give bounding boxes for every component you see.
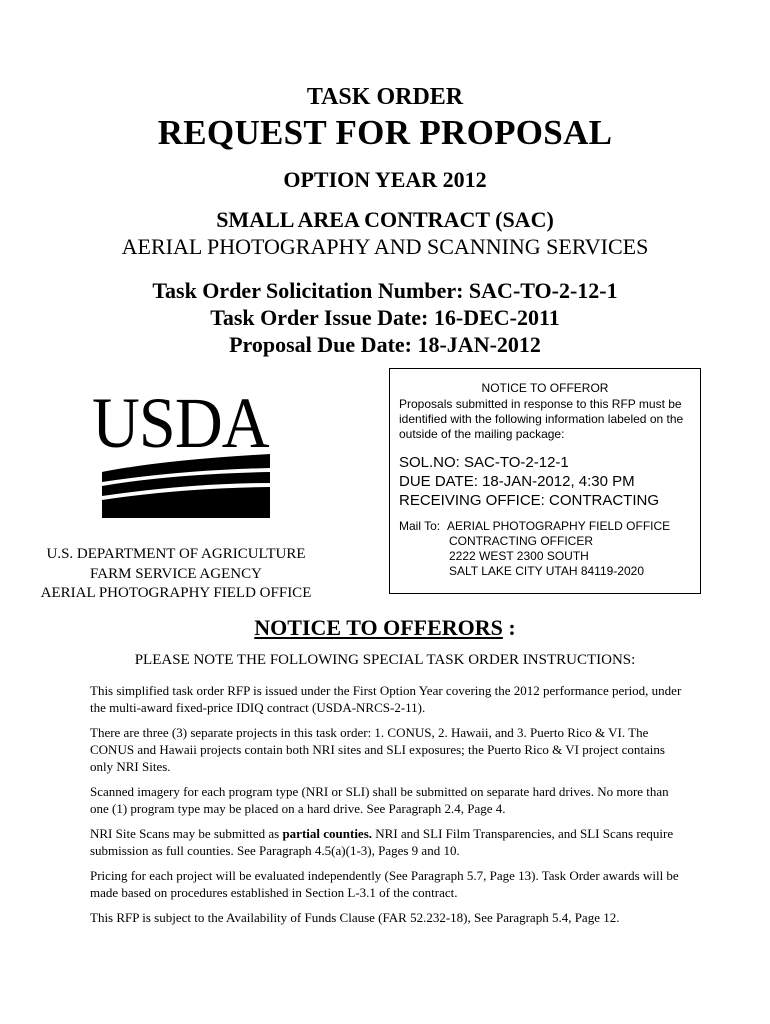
notice-box-desc-line: identified with the following information labeled on the xyxy=(399,412,684,426)
mail-address xyxy=(447,519,670,579)
proposal-due-date: Proposal Due Date: 18-JAN-2012 xyxy=(229,332,541,357)
paragraph: There are three (3) separate projects in this task order: 1. CONUS, 2. Hawaii, and 3. Puerto Rico & VI. The CONUS and Hawaii projects contain both NRI sites and SLI exposures; the Puerto Rico & VI project contains only NRI Sites. xyxy=(90,725,665,774)
notice-box-desc-line: outside of the mailing package: xyxy=(399,427,565,441)
notice-to-offeror-box xyxy=(389,368,701,594)
usda-logo-text: USDA xyxy=(92,383,269,463)
mail-address-line: AERIAL PHOTOGRAPHY FIELD OFFICE xyxy=(447,519,671,533)
solicitation-number: Task Order Solicitation Number: SAC-TO-2-12-1 xyxy=(152,278,618,303)
paragraph: Pricing for each project will be evaluated independently (See Paragraph 5.7, Page 13). Task Order awards will be made based on procedures established in Section L-3.1 of the contract. xyxy=(90,868,679,900)
notice-title-text: NOTICE TO OFFERORS xyxy=(254,615,503,640)
notice-box-labels xyxy=(399,453,659,510)
mail-address-line: 2222 WEST 2300 SOUTH xyxy=(449,549,589,563)
due-date-label: DUE DATE: 18-JAN-2012, 4:30 PM xyxy=(399,473,635,490)
paragraph: This RFP is subject to the Availability of Funds Clause (FAR 52.232-18), See Paragraph 5.4, Page 12. xyxy=(90,910,620,925)
title-task-order: TASK ORDER xyxy=(306,84,464,110)
title-option-year: OPTION YEAR 2012 xyxy=(283,167,487,192)
special-instructions-heading: PLEASE NOTE THE FOLLOWING SPECIAL TASK ORDER INSTRUCTIONS: xyxy=(134,652,636,668)
mail-address-line: SALT LAKE CITY UTAH 84119-2020 xyxy=(449,564,644,578)
title-contract: SMALL AREA CONTRACT (SAC) xyxy=(216,207,554,232)
notice-box-description xyxy=(399,397,699,442)
sol-no-label: SOL.NO: SAC-TO-2-12-1 xyxy=(399,454,569,471)
title-request-for-proposal: REQUEST FOR PROPOSAL xyxy=(157,113,613,152)
notice-title-suffix: : xyxy=(502,615,516,640)
paragraph: Scanned imagery for each program type (NRI or SLI) shall be submitted on separate hard drives. No more than one (1) program type may be placed on a hard drive. See Paragraph 2.4, Page 4. xyxy=(90,784,669,816)
paragraph xyxy=(90,825,690,859)
usda-logo xyxy=(92,383,272,518)
usda-logo-hills-icon xyxy=(92,390,272,518)
notice-to-offerors-heading xyxy=(0,615,770,641)
notice-box-heading: NOTICE TO OFFEROR xyxy=(481,381,609,395)
issue-date: Task Order Issue Date: 16-DEC-2011 xyxy=(210,305,560,330)
paragraph-part: NRI Site Scans may be submitted as xyxy=(90,826,283,841)
mail-address-line: CONTRACTING OFFICER xyxy=(449,534,593,548)
agency-service: FARM SERVICE AGENCY xyxy=(90,565,262,582)
partial-counties-emphasis: partial counties. xyxy=(282,826,373,841)
title-services: AERIAL PHOTOGRAPHY AND SCANNING SERVICES xyxy=(121,234,649,259)
paragraph: This simplified task order RFP is issued under the First Option Year covering the 2012 performance period, under the multi-award fixed-price IDIQ contract (USDA-NRCS-2-11). xyxy=(90,683,682,715)
agency-department: U.S. DEPARTMENT OF AGRICULTURE xyxy=(46,546,306,562)
agency-block xyxy=(26,545,326,604)
instructions-body xyxy=(90,682,690,934)
paragraph-part: NRI and SLI Film Transparencies, and SLI Scans require submission as full counties. See Paragraph 4.5(a)(1-3), Pages 9 and 10. xyxy=(90,826,674,858)
agency-office: AERIAL PHOTOGRAPHY FIELD OFFICE xyxy=(40,585,312,601)
mail-to-label: Mail To: xyxy=(399,519,441,533)
receiving-office-label: RECEIVING OFFICE: CONTRACTING xyxy=(399,492,660,509)
notice-box-desc-line: Proposals submitted in response to this RFP must be xyxy=(399,397,682,411)
